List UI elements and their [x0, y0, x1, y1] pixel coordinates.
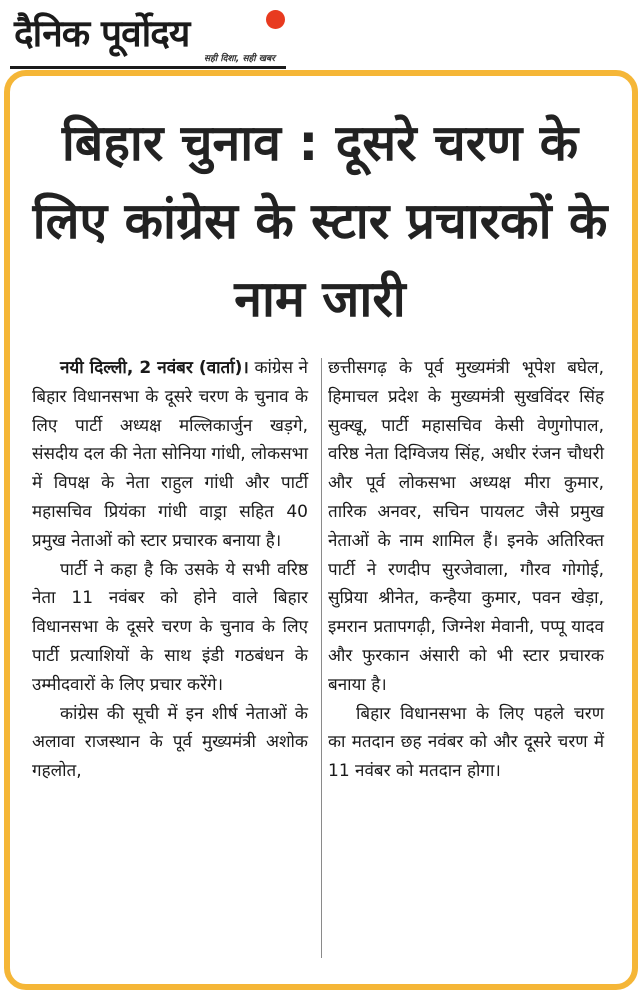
- article-paragraph: पार्टी ने कहा है कि उसके ये सभी वरिष्ठ नेता 11 नवंबर को होने वाले बिहार विधानसभा के दूसरे चरण के चुनाव के लिए पार्टी प्रत्याशियों के साथ इंडी गठबंधन के उम्मीदवारों के लिए प्रचार करेंगे।: [32, 559, 308, 695]
- article-dateline: नयी दिल्ली, 2 नवंबर (वार्ता)।: [60, 358, 249, 378]
- article-column-left: [32, 354, 308, 786]
- article-paragraph: बिहार विधानसभा के लिए पहले चरण का मतदान छह नवंबर को और दूसरे चरण में 11 नवंबर को मतदान होगा।: [328, 703, 604, 782]
- article-paragraph: कांग्रेस की सूची में इन शीर्ष नेताओं के अलावा राजस्थान के पूर्व मुख्यमंत्री अशोक गहलोत,: [32, 703, 308, 782]
- article-headline: बिहार चुनाव : दूसरे चरण के लिए कांग्रेस के स्टार प्रचारकों के नाम जारी: [32, 114, 608, 328]
- masthead: [8, 0, 288, 74]
- masthead-rule: [10, 66, 286, 69]
- article-paragraph: [32, 354, 308, 556]
- article-paragraph-text: कांग्रेस ने बिहार विधानसभा के दूसरे चरण के चुनाव के लिए पार्टी अध्यक्ष मल्लिकार्जुन खड़गे, संसदीय दल की नेता सोनिया गांधी, लोकसभा में विपक्ष के नेता राहुल गांधी और पार्टी महासचिव प्रियंका गांधी वाड्रा सहित 40 प्रमुख नेताओं को स्टार प्रचारक बनाया है।: [32, 358, 308, 551]
- article-paragraph: छत्तीसगढ़ के पूर्व मुख्यमंत्री भूपेश बघेल, हिमाचल प्रदेश के मुख्यमंत्री सुखविंदर सिंह सुक्खू, पार्टी महासचिव केसी वेणुगोपाल, वरिष्ठ नेता दिग्विजय सिंह, अधीर रंजन चौधरी और पूर्व लोकसभा अध्यक्ष मीरा कुमार, तारिक अनवर, सचिन पायलट जैसे प्रमुख नेताओं के नाम शामिल हैं। इनके अतिरिक्त पार्टी ने रणदीप सुरजेवाला, गौरव गोगोई, सुप्रिया श्रीनेत, कन्हैया कुमार, पवन खेड़ा, इमरान प्रतापगढ़ी, जिग्नेश मेवानी, पप्पू यादव और फुरकान अंसारी को भी स्टार प्रचारक बनाया है।: [328, 358, 604, 695]
- article-column-right: [328, 354, 604, 786]
- article-frame: [4, 70, 638, 990]
- masthead-logo-dot: [266, 10, 285, 29]
- masthead-tagline: सही दिशा, सही खबर: [204, 54, 275, 64]
- column-divider: [321, 358, 322, 958]
- masthead-title: दैनिक पूर्वोदय: [14, 12, 190, 55]
